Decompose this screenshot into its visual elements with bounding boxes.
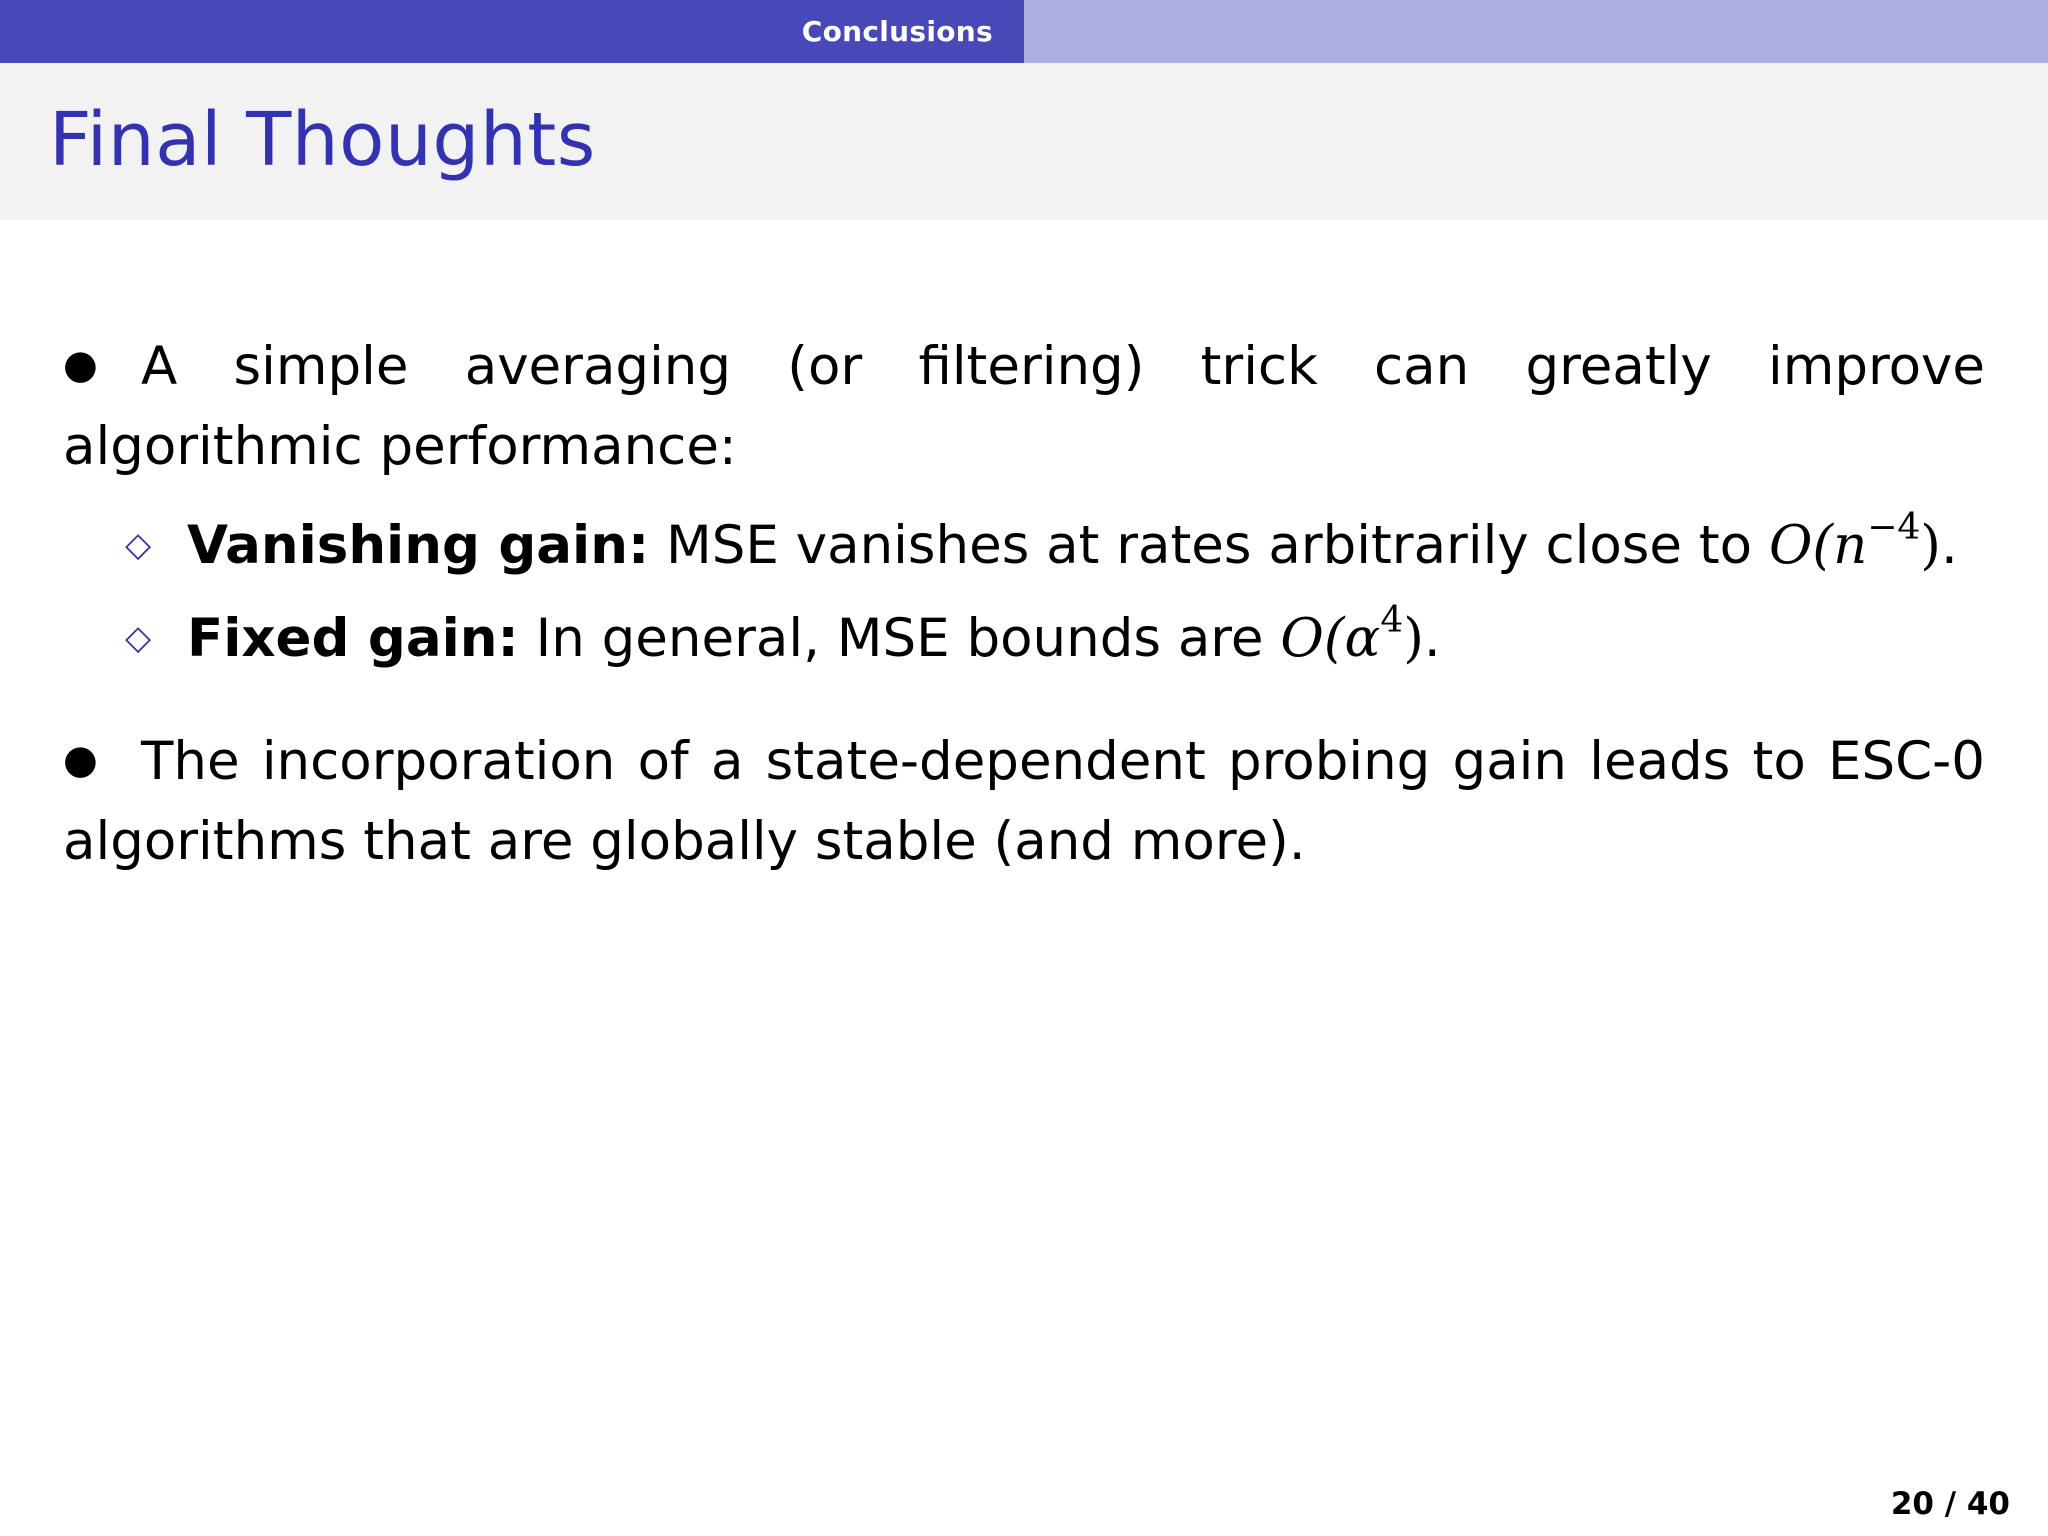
headline-bar — [0, 0, 2048, 63]
slide-content — [63, 328, 1985, 880]
bullet-icon: ● — [63, 341, 98, 388]
bullet-item-2-text: The incorporation of a state-dependent probing gain leads to ESC-0 algorithms that are globally stable (and more). — [63, 730, 1985, 872]
math-close: ) — [1403, 607, 1424, 669]
page-title: Final Thoughts — [49, 97, 596, 183]
headline-section-label: Conclusions — [801, 15, 993, 48]
sub-item-punct: . — [1423, 607, 1441, 669]
math-superscript: 4 — [1380, 599, 1404, 641]
bullet-item-1 — [63, 328, 1985, 485]
sub-item-fixed-gain — [63, 592, 1985, 685]
sub-item-label: Fixed gain: — [187, 607, 519, 669]
page-number: 20 / 40 — [1890, 1486, 2010, 1522]
sub-item-vanishing-gain — [63, 499, 1985, 592]
sub-item-text: MSE vanishes at rates arbitrarily close to — [666, 514, 1753, 576]
sub-item-text: In general, MSE bounds are — [535, 607, 1264, 669]
sub-item-punct: . — [1940, 514, 1958, 576]
math-base: O(n — [1768, 514, 1868, 576]
math-expression — [1280, 599, 1424, 669]
math-base: O(α — [1280, 607, 1381, 669]
bullet-item-1-text: A simple averaging (or filtering) trick can greatly improve algorithmic performance: — [63, 336, 1985, 477]
diamond-icon: ◇ — [125, 617, 152, 658]
sub-item-label: Vanishing gain: — [187, 514, 650, 576]
math-superscript: −4 — [1867, 506, 1921, 548]
math-close: ) — [1920, 514, 1941, 576]
frame-title-bar — [0, 63, 2048, 220]
bullet-icon: ● — [63, 736, 98, 783]
diamond-icon: ◇ — [125, 524, 152, 565]
headline-section-current[interactable] — [0, 0, 1024, 63]
bullet-item-2 — [63, 723, 1985, 880]
sub-list — [63, 499, 1985, 685]
math-expression — [1768, 506, 1941, 576]
headline-section-rest — [1024, 0, 2048, 63]
